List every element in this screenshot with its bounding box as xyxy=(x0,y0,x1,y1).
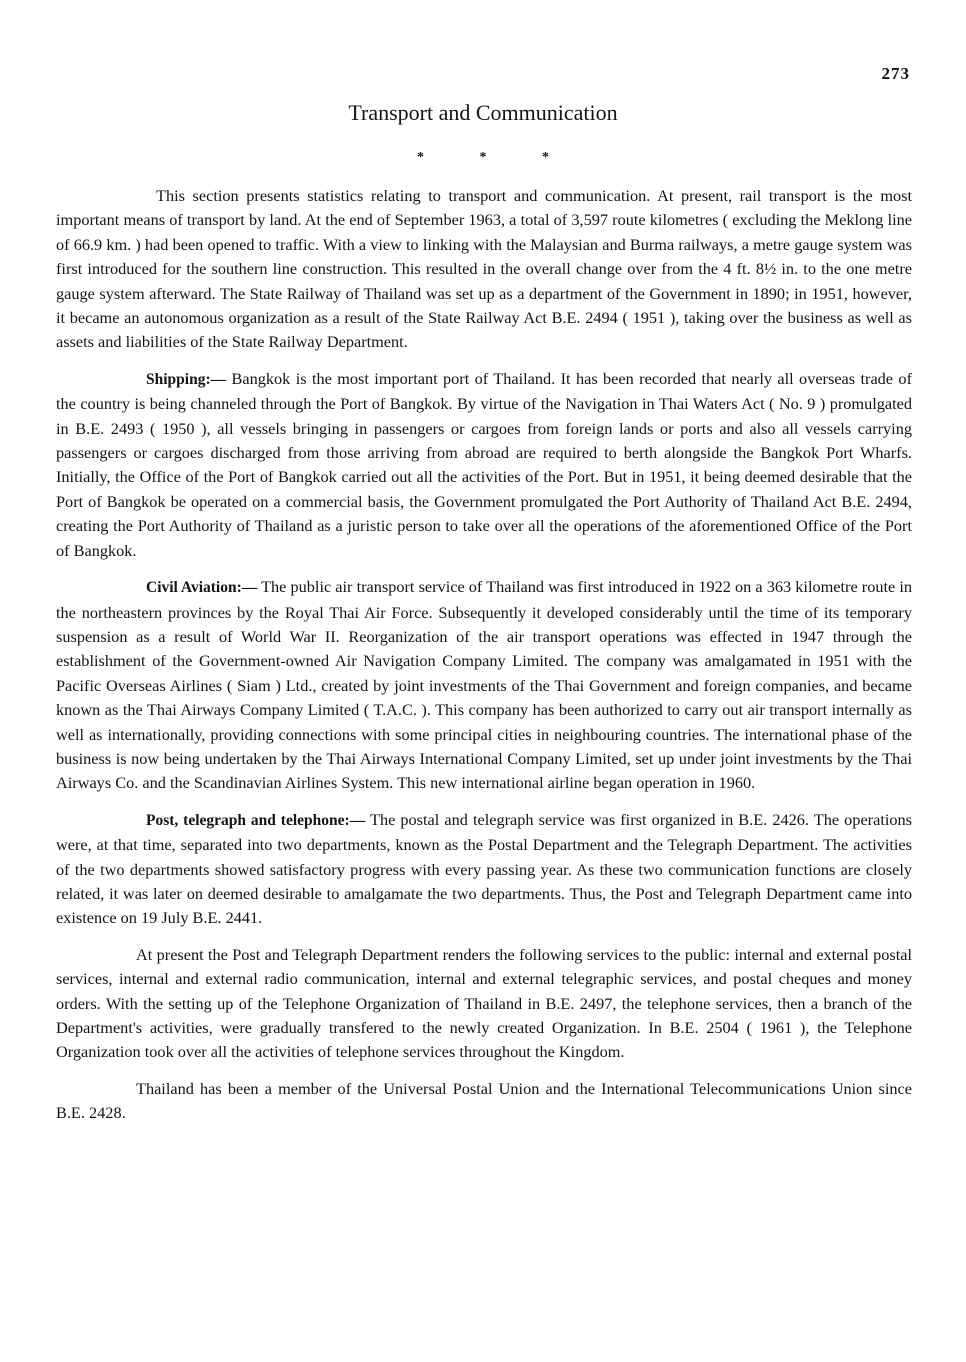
paragraph-upu-membership: Thailand has been a member of the Universal Postal Union and the International Telecommunications Union since B.E. 2428. xyxy=(56,1078,912,1123)
text-shipping: Bangkok is the most important port of Thailand. It has been recorded that nearly all overseas trade of the country is being channeled through the Port of Bangkok. By virtue of the Navigation in Thai Waters Act ( No. 9 ) promulgated in B.E. 2493 ( 1950 ), all vessels bringing in passengers or cargoes from foreign lands or ports and also all vessels carrying passengers or cargoes discharged from those arriving from abroad are required to berth alongside the Bangkok Port Wharfs. Initially, the Office of the Port of Bangkok carried out all the activities of the Port. But in 1951, it being deemed desirable that the Port of Bangkok be operated on a commercial basis, the Government promulgated the Port Authority of Thailand Act B.E. 2494, creating the Port Authority of Thailand as a juristic person to take over all the operations of the aforementioned Office of the Port of Bangkok. xyxy=(56,368,912,560)
heading-civil-aviation: Civil Aviation:— xyxy=(146,579,258,597)
paragraph-civil-aviation xyxy=(56,575,912,796)
paragraph-post-telegraph-telephone xyxy=(56,808,912,931)
body-text xyxy=(56,184,912,1126)
section-separator: * * * xyxy=(417,150,549,165)
page-title: Transport and Communication xyxy=(348,100,618,125)
page-number: 273 xyxy=(881,64,910,83)
text-post-telegraph-telephone: The postal and telegraph service was first organized in B.E. 2426. The operations were, at that time, separated into two departments, known as the Postal Department and the Telegraph Department. The activities of the two departments showed satisfactory progress with every passing year. As these two communication functions are closely related, it was later on deemed desirable to amalgamate the two departments. Thus, the Post and Telegraph Department came into existence on 19 July B.E. 2441. xyxy=(56,809,912,928)
heading-post-telegraph-telephone: Post, telegraph and telephone:— xyxy=(146,811,366,829)
text-civil-aviation: The public air transport service of Thailand was first introduced in 1922 on a 363 kilometre route in the northeastern provinces by the Royal Thai Air Force. Subsequently it developed considerably until the time of its temporary suspension as a result of World War II. Reorganization of the air transport operations was effected in 1947 through the establishment of the Government-owned Air Navigation Company Limited. The company was amalgamated in 1951 with the Pacific Overseas Airlines ( Siam ) Ltd., created by joint investments of the Thai Government and foreign companies, and became known as the Thai Airways Company Limited ( T.A.C. ). This company has been authorized to carry out air transport internally as well as internationally, providing connections with some principal cities in neighbouring countries. The international phase of the business is now being undertaken by the Thai Airways International Company Limited, set up under joint investments by the Thai Airways Co. and the Scandinavian Airlines System. This new international airline began operation in 1960. xyxy=(56,577,912,793)
heading-shipping: Shipping:— xyxy=(146,370,227,388)
paragraph-present-services: At present the Post and Telegraph Department renders the following services to the public: internal and external postal services, internal and external radio communication, internal and external telegraphic services, and postal cheques and money orders. With the setting up of the Telephone Organization of Thailand in B.E. 2497, the telephone services, then a branch of the Department's activities, were gradually transfered to the newly created Organization. In B.E. 2504 ( 1961 ), the Telephone Organization took over all the activities of telephone services throughout the Kingdom. xyxy=(56,944,912,1062)
paragraph-shipping xyxy=(56,367,912,563)
paragraph-intro: This section presents statistics relating to transport and communication. At present, rail transport is the most important means of transport by land. At the end of September 1963, a total of 3,597 route kilometres ( excluding the Meklong line of 66.9 km. ) had been opened to traffic. With a view to linking with the Malaysian and Burma railways, a metre gauge system was first introduced for the southern line construction. This resulted in the overall change over from the 4 ft. 8½ in. to the one metre gauge system afterward. The State Railway of Thailand was set up as a department of the Government in 1890; in 1951, however, it became an autonomous organization as a result of the State Railway Act B.E. 2494 ( 1951 ), taking over the business as well as assets and liabilities of the State Railway Department. xyxy=(56,186,912,352)
